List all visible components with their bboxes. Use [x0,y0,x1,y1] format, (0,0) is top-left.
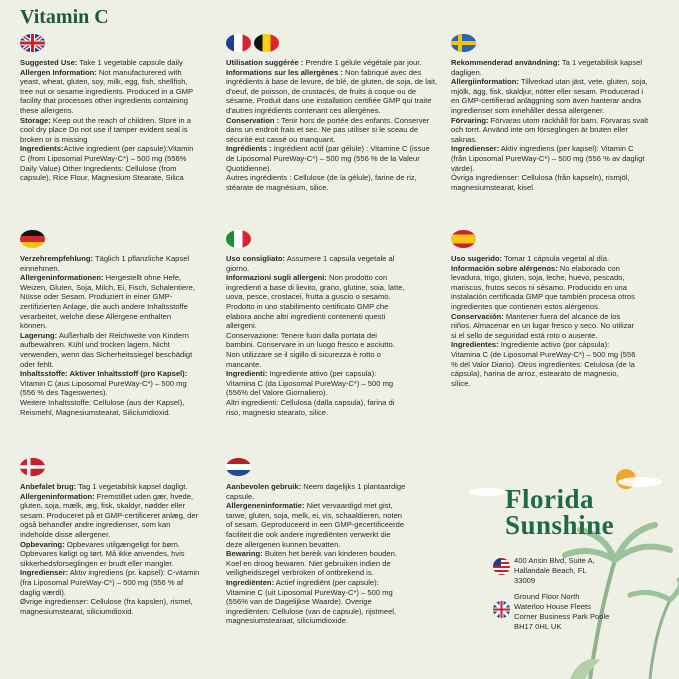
usa-flag-icon [493,558,510,575]
uk-address-flag-icon [493,601,510,618]
france-flag-icon [226,34,251,52]
danish-section: Anbefalet brug: Tag 1 vegetabilsk kapsel dagligt. Allergeninformation: Fremstillet uden gær, hvede, gluten, soja, mælk, æg, fisk, skaldyr, nødder eller sesam. Produceret på et GMP-certificeret anlæg, der også behandler andre ingredienser, som kan indeholde disse allergener. Opbevaring: Opbevares utilgængeligt for børn. Opbevares køligt og tørt. Må ikke anvendes, hvis sikkerhedsforseglingen er brudt eller mangler. Ingredienser: Aktiv ingrediens (pr. kapsel): C-vitamin (fra Liposomal PureWay-C*) – 500 mg (556 % af daglig værdi). Øvrige ingredienser: Cellulose (fra kapslen), rismel, magnesiumstearat, siliciumdioxid. [20,458,200,616]
cloud-icon [618,477,662,487]
uk-flag-icon [20,34,45,52]
belgium-flag-icon [254,34,279,52]
english-section: Suggested Use: Take 1 vegetable capsule daily Allergen Information: Not manufacturered with yeast, wheat, gluten, soy, milk, egg, fish, shellfish, tree nut or sesame ingredients. Produced in a GMP facility that processes other ingredients containing these allergens. Storage: Keep out the reach of children. Store in a cool dry place Do not use if tamper evident seal is broken or is missing Ingredients:Active ingredient (per capsule):Vitamin C (from Liposomal PureWay-C*) – 500 mg (556% Daily Value) Other Ingredients: Cellulose (from capsule), Rice Flour, Magnesium Stearate, Silica [20,34,200,183]
netherlands-flag-icon [226,458,251,476]
brand-line-1: Florida [505,484,594,514]
brand-line-2: Sunshine [505,510,615,540]
french-section: Utilisation suggérée : Prendre 1 gélule végétale par jour. Informations sur les allergènes : Non fabriqué avec des ingrédients à base de levure, de blé, de gluten, de soja, de lait, d'oeuf, de poisson, de crustacés, de fruits à coque ou de sésame. Produit dans une installation certifiée GMP qui traite d'autres ingrédients contenant ces allergènes. Conservation : Tenir hors de portée des enfants. Conserver dans un endroit frais et sec. Ne pas utiliser si le sceau de sécurité est cassé ou manquant. Ingrédients : Ingrédient actif (par gélule) : Vitamine C (issue de Liposomal PureWay-C*) – 500 mg (556 % de la Valeur Quotidienne). Autres ingrédients : Cellulose (de la gélule), farine de riz, stéarate de magnésium, silice. [226,34,438,192]
page-title: Vitamin C [20,6,109,28]
swedish-section: Rekommenderad användning: Ta 1 vegetabilisk kapsel dagligen. Allergiinformation: Tillverkad utan jäst, vete, gluten, soja, mjölk, ägg, fisk, skaldjur, nötter eller sesam. Producerad i en GMP-certifierad anläggning som även hanterar andra ingredienser som innehåller dessa allergener. Förvaring: Förvaras utom räckhåll för barn. Förvaras svalt och torrt. Använd inte om förseglingen är bruten eller saknas. Ingredienser: Aktiv ingrediens (per kapsel): Vitamin C (från Liposomal PureWay-C*) – 500 mg (556 % av dagligt värde). Övriga ingredienser: Cellulosa (från kapseln), rismjöl, magnesiumstearat, kisel. [451,34,651,192]
sweden-flag-icon [451,34,476,52]
denmark-flag-icon [20,458,45,476]
uk-address: Ground Floor North Waterloo House Fleets Corner Business Park Poole BH17 0HL UK [514,592,610,631]
us-address: 400 Ansin Blvd, Suite A, Hallandale Beach, FL 33009 [514,556,595,585]
german-section: Verzehrempfehlung: Täglich 1 pflanzliche Kapsel einnehmen. Allergeninformationen: Hergestellt ohne Hefe, Weizen, Gluten, Soja, Milch, Ei, Fisch, Schalentiere, Nüsse oder Sesam. Produziert in einer GMP-zertifizierten Anlage, die auch andere Inhaltsstoffe verarbeitet, welche diese Allergene enthalten können. Lagerung: Außerhalb der Reichweite von Kindern aufbewahren. Kühl und trocken lagern. Nicht verwenden, wenn das Sicherheitssiegel beschädigt oder fehlt. Inhaltsstoffe: Aktiver Inhaltsstoff (pro Kapsel): Vitamin C (aus Liposomal PureWay-C*) – 500 mg (556 % des Tageswertes). Weitere Inhaltsstoffe: Cellulose (aus der Kapsel), Reismehl, Magnesiumstearat, Siliciumdioxid. [20,230,200,417]
spain-flag-icon [451,230,476,248]
italy-flag-icon [226,230,251,248]
italian-section: Uso consigliato: Assumere 1 capsula vegetale al giorno. Informazioni sugli allergeni: Non prodotto con ingredienti a base di lievito, grano, glutine, soia, latte, uova, pesce, crostacei, frutta a guscio o sesamo. Prodotto in uno stabilimento certificato GMP che elabora anche altri ingredienti contenenti questi allergeni. Conservazione: Tenere fuori dalla portata dei bambini. Conservare in un luogo fresco e asciutto. Non utilizzare se il sigillo di sicurezza è rotto o mancante. Ingredienti: Ingrediente attivo (per capsula): Vitamina C (da Liposomal PureWay-C*) – 500 mg (556% del Valore Giornaliero). Altri ingredienti: Cellulosa (dalla capsula), farina di riso, magnesio stearato, silice. [226,230,406,417]
germany-flag-icon [20,230,45,248]
dutch-section: Aanbevolen gebruik: Neem dagelijks 1 plantaardige capsule. Allergeneninformatie: Niet vervaardigd met gist, tarwe, gluten, soja, melk, ei, vis, schaaldieren, noten of sesam. Geproduceerd in een GMP-gecertificeerde faciliteit die ook andere ingrediënten verwerkt die deze allergenen kunnen bevatten. Bewaring: Buiten het bereik van kinderen houden. Koel en droog bewaren. Niet gebruiken indien de veiligheidszegel verbroken of ontbrekend is. Ingrediënten: Actief ingrediënt (per capsule): Vitamine C (uit Liposomal PureWay-C*) – 500 mg (556% van de Dagelijkse Waarde). Overige ingrediënten: Cellulose (van de capsule), rijstmeel, magnesiumstearaat, siliciumdioxide. [226,458,406,626]
spanish-section: Uso sugerido: Tomar 1 cápsula vegetal al día. Información sobre alérgenos: No elaborado con levadura, trigo, gluten, soja, leche, huevo, pescado, mariscos, frutos secos ni sésamo. Producido en una instalación certificada GMP que también procesa otros ingredientes que contienen estos alérgenos. Conservación: Mantener fuera del alcance de los niños. Almacenar en un lugar fresco y seco. No utilizar si el sello de seguridad está roto o ausente. Ingredientes: Ingrediente activo (por cápsula): Vitamina C (de Liposomal PureWay-C*) – 500 mg (556 % del Valor Diario). Otros ingredientes: Celulosa (de la cápsula), harina de arroz, estearato de magnesio, sílice. [451,230,637,388]
brand-logo [505,486,614,538]
